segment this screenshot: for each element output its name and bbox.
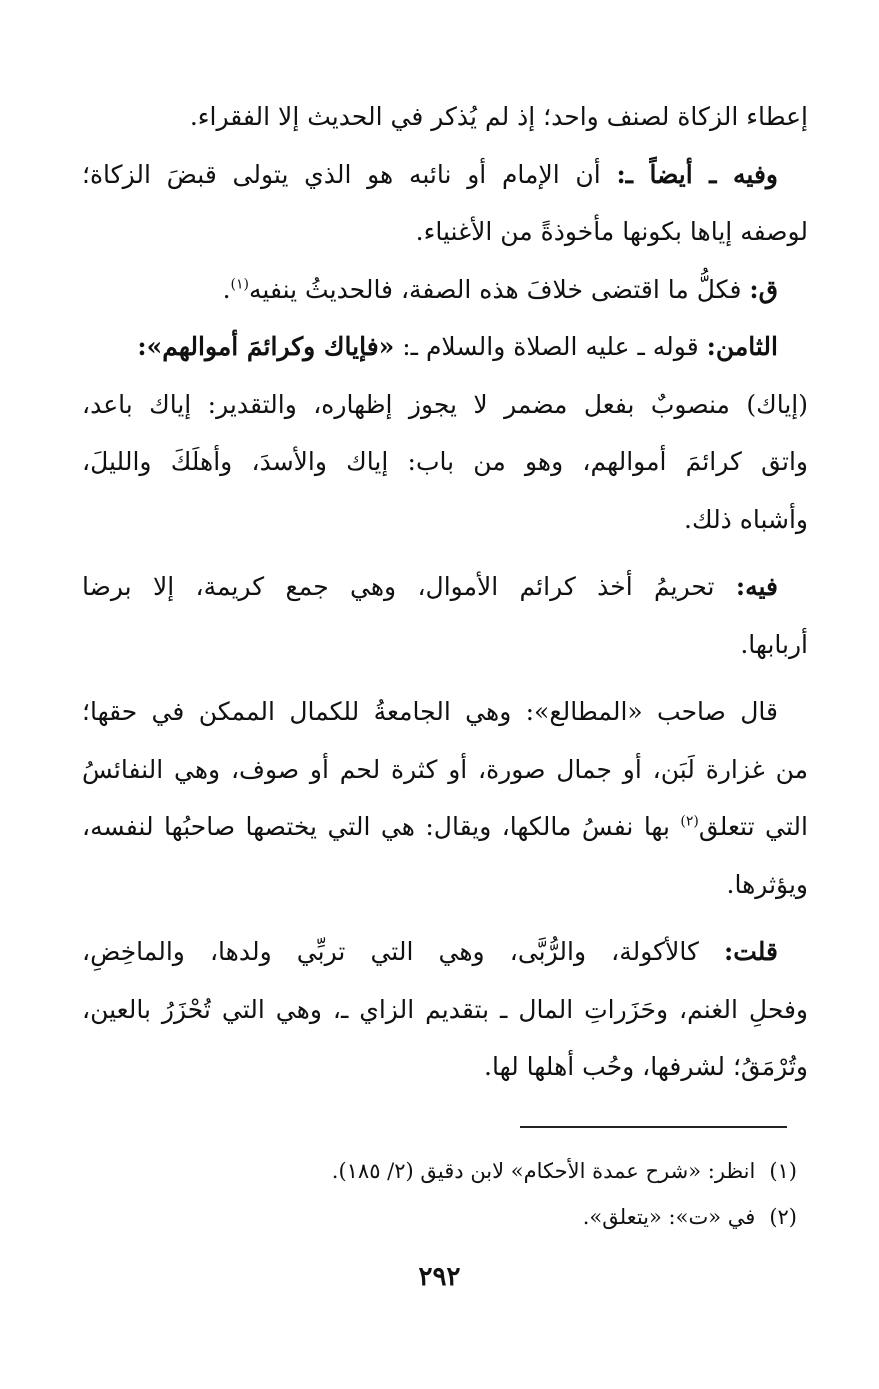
- paragraph-lead: وفيه ـ أيضاً ـ:: [616, 159, 778, 189]
- footnote-separator: [520, 1126, 787, 1128]
- footnotes: [71, 1148, 797, 1240]
- text-run: كالأكولة، والرُّبَّى، وهي التي تربِّي ولدها، والماخِضِ،: [82, 937, 724, 966]
- text-line: إعطاء الزكاة لصنف واحد؛ إذ لم يُذكر في الحديث إلا الفقراء.: [189, 102, 808, 131]
- paragraph: [82, 88, 808, 146]
- text-line: لوصفه إياها بكونها مأخوذةً من الأغنياء.: [415, 217, 808, 246]
- footnote: [71, 1148, 797, 1194]
- text-line: [82, 318, 808, 376]
- paragraph: [82, 146, 808, 261]
- text-run: التي تتعلق: [698, 812, 808, 841]
- footnote-reference: (٢): [680, 813, 699, 830]
- hadith-quote: «فإياك وكرائمَ أموالهم»:: [137, 332, 395, 361]
- paragraph-lead: قلت:: [723, 937, 778, 966]
- text-run: فكلُّ ما اقتضى خلافَ هذه الصفة، فالحديثُ ينفيه: [249, 274, 750, 304]
- footnote-number: (٢): [769, 1205, 797, 1229]
- paragraph: [82, 261, 808, 319]
- paragraph: [82, 923, 808, 1096]
- paragraph-lead: الثامن:: [706, 332, 778, 361]
- paragraph-lead: ق:: [749, 274, 778, 304]
- page-number: ٢٩٢: [418, 1262, 461, 1292]
- paragraph: [82, 558, 808, 673]
- footnote-number: (١): [769, 1159, 797, 1183]
- text-line: [82, 261, 808, 319]
- text-line: من غزارة لَبَن، أو جمال صورة، أو كثرة لحم أو صوف، وهي النفائسُ: [82, 754, 808, 784]
- text-line: قال صاحب «المطالع»: وهي الجامعةُ للكمال الممكن في حقها؛: [82, 697, 778, 726]
- page-body: [82, 88, 808, 1096]
- paragraph: [82, 683, 808, 913]
- text-line: [82, 146, 808, 204]
- text-run: قوله ـ عليه الصلاة والسلام ـ:: [394, 332, 707, 361]
- footnote-text: في «ت»: «يتعلق».: [582, 1205, 756, 1229]
- text-line: ويؤثرها.: [726, 869, 808, 899]
- paragraph: [82, 318, 808, 548]
- paragraph-lead: فيه:: [735, 572, 778, 601]
- footnote: [71, 1194, 797, 1240]
- text-line: وفحلِ الغنم، وحَزَراتِ المال ـ بتقديم الزاي ـ، وهي التي تُحْزَرُ بالعين،: [82, 994, 808, 1024]
- text-line: [82, 558, 808, 616]
- footnote-text: انظر: «شرح عمدة الأحكام» لابن دقيق (٢/ ١٨٥).: [331, 1159, 756, 1183]
- text-run: تحريمُ أخذ كرائم الأموال، وهي جمع كريمة، إلا برضا: [82, 572, 736, 601]
- text-run: بها نفسُ مالكها، ويقال: هي التي يختصها صاحبُها لنفسه،: [82, 812, 681, 841]
- text-line: [82, 798, 808, 856]
- text-run: .: [222, 274, 231, 304]
- footnote-reference: (١): [230, 276, 250, 293]
- text-line: واتق كرائمَ أموالهم، وهو من باب: إياك والأسدَ، وأهلَكَ والليلَ،: [82, 447, 808, 476]
- text-line: (إياك) منصوبٌ بفعل مضمر لا يجوز إظهاره، والتقدير: إياك باعد،: [82, 389, 808, 419]
- text-run: أن الإمام أو نائبه هو الذي يتولى قبضَ الزكاة؛: [82, 159, 617, 189]
- text-line: وأشباه ذلك.: [684, 504, 808, 534]
- text-line: [82, 923, 808, 981]
- text-line: أربابها.: [740, 629, 808, 659]
- text-line: وتُرْمَقُ؛ لشرفها، وحُب أهلها لها.: [484, 1052, 808, 1081]
